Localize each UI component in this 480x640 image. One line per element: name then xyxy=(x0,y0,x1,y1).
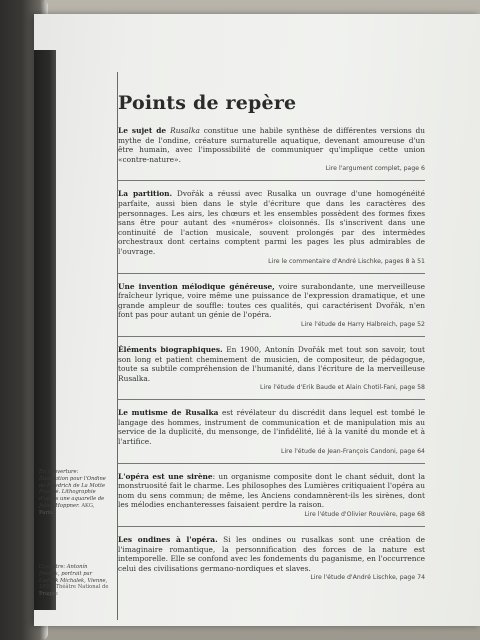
cover-caption-text: En couverture: Illustration pour l'Ondine de Friedrich de La Motte Fouqué. Lithographie d'après une aquarelle de Julius Hoppner. xyxy=(39,469,106,509)
section-lead: Le mutisme de Rusalka xyxy=(118,408,219,418)
section-text xyxy=(118,189,425,256)
section-divider xyxy=(118,399,425,400)
section-lead: Une invention mélodique généreuse, xyxy=(118,281,275,291)
section-sirene xyxy=(118,472,425,519)
book-page xyxy=(34,14,480,626)
section-body: : un organisme composite dont le chant séduit, dont la monstruosité fait le charme. Les philosophes des Lumières critiquaient l'opéra au nom du sens commun; de même, les Anciens condamnèrent-ils les sirènes, dont les mélodies enchanteresses faisaient perdre la raison. xyxy=(118,471,425,510)
section-text xyxy=(118,535,425,573)
section-biography xyxy=(118,345,425,392)
section-divider xyxy=(118,336,425,337)
section-lead: La partition. xyxy=(118,189,173,199)
section-text xyxy=(118,126,425,164)
section-body: constitue une habile synthèse de différentes versions du mythe de l'ondine, créature surnaturelle aquatique, devenant amoureuse d'un être humain, avec l'impossibilité de communiquer qu'implique cette union «contre-nature». xyxy=(118,126,426,164)
section-lead: Éléments biographiques. xyxy=(118,344,223,354)
section-body: est révélateur du discrédit dans lequel est tombé le langage des hommes, instrument de communication et de manipulation mis au service de la duplicité, du mensonge, de l'infidélité, lié à la vanité du monde et à l'artifice. xyxy=(118,408,425,447)
section-body: voire surabondante, une merveilleuse fraîcheur lyrique, voire même une puissance de l'expression dramatique, et une grande ampleur de souffle: toutes ces qualités, qui caractérisent Dvořák, n'en font pas pour autant un génie de l'opéra. xyxy=(118,281,425,320)
section-ondines xyxy=(118,535,425,582)
section-lead: Les ondines à l'opéra. xyxy=(118,535,218,545)
section-divider xyxy=(118,526,425,527)
section-mutisme xyxy=(118,408,425,455)
section-reference: Lire l'argument complet, page 6 xyxy=(325,165,425,173)
section-text xyxy=(118,408,425,446)
section-text xyxy=(118,472,425,510)
section-lead-italic: Rusalka xyxy=(170,126,200,135)
section-invention xyxy=(118,282,425,329)
section-body: Dvořák a réussi avec Rusalka un ouvrage d'une homogénéité parfaite, aussi bien dans le style d'écriture que dans les caractères des personnages. Les airs, les chœurs et les ensembles possèdent des formes fixes sans être pour autant des «numéros» cloisonnés. Ils s'inscrivent dans une continuité de l'action musicale, souvent prolongés par des intermèdes orchestraux dont certains comptent parmi les pages les plus admirables de l'ouvrage. xyxy=(118,189,426,256)
section-divider xyxy=(118,273,425,274)
main-content xyxy=(118,92,425,589)
section-divider xyxy=(118,463,425,464)
section-body: Si les ondines ou rusalkas sont une création de l'imaginaire romantique, la personnification des forces de la nature est intemporelle. Elle se confond avec les fondements du paganisme, en l'occurrence celui des civilisations germano-nordiques et slaves. xyxy=(118,535,425,573)
cover-caption-credit: AKG, Paris. xyxy=(39,502,95,516)
cover-caption xyxy=(39,469,109,517)
page-title: Points de repère xyxy=(118,92,297,114)
section-lead: Le sujet de xyxy=(118,126,171,135)
section-partition xyxy=(118,189,425,265)
section-subject xyxy=(118,126,425,173)
section-reference: Lire l'étude d'Olivier Rouvière, page 68 xyxy=(304,511,425,519)
facing-photograph xyxy=(34,50,56,610)
section-body: En 1900, Antonín Dvořák met tout son savoir, tout son long et patient cheminement de musicien, de compositeur, de pédagogue, toute sa subtile compréhension de l'humanité, dans l'écriture de la merveilleuse Rusalka. xyxy=(118,344,425,383)
section-text xyxy=(118,282,425,320)
section-reference: Lire l'étude de Harry Halbreich, page 52 xyxy=(301,320,425,328)
section-reference: Lire l'étude d'Erik Baude et Alain Chotil-Fani, page 58 xyxy=(260,384,425,392)
portrait-caption-text: Ci-contre: Antonín Dvořák, portrait par Ludwik Michalek, Vienne, 1891. xyxy=(39,564,108,591)
section-lead: L'opéra est une sirène xyxy=(118,471,213,481)
section-divider xyxy=(118,180,425,181)
section-reference: Lire l'étude d'André Lischke, page 74 xyxy=(310,574,425,582)
portrait-caption xyxy=(39,564,109,598)
section-reference: Lire l'étude de Jean-François Candoni, page 64 xyxy=(281,447,425,455)
portrait-caption-credit: Théâtre National de Prague xyxy=(39,584,109,598)
section-reference: Lire le commentaire d'André Lischke, pages 8 à 51 xyxy=(268,257,425,265)
section-text xyxy=(118,345,425,383)
